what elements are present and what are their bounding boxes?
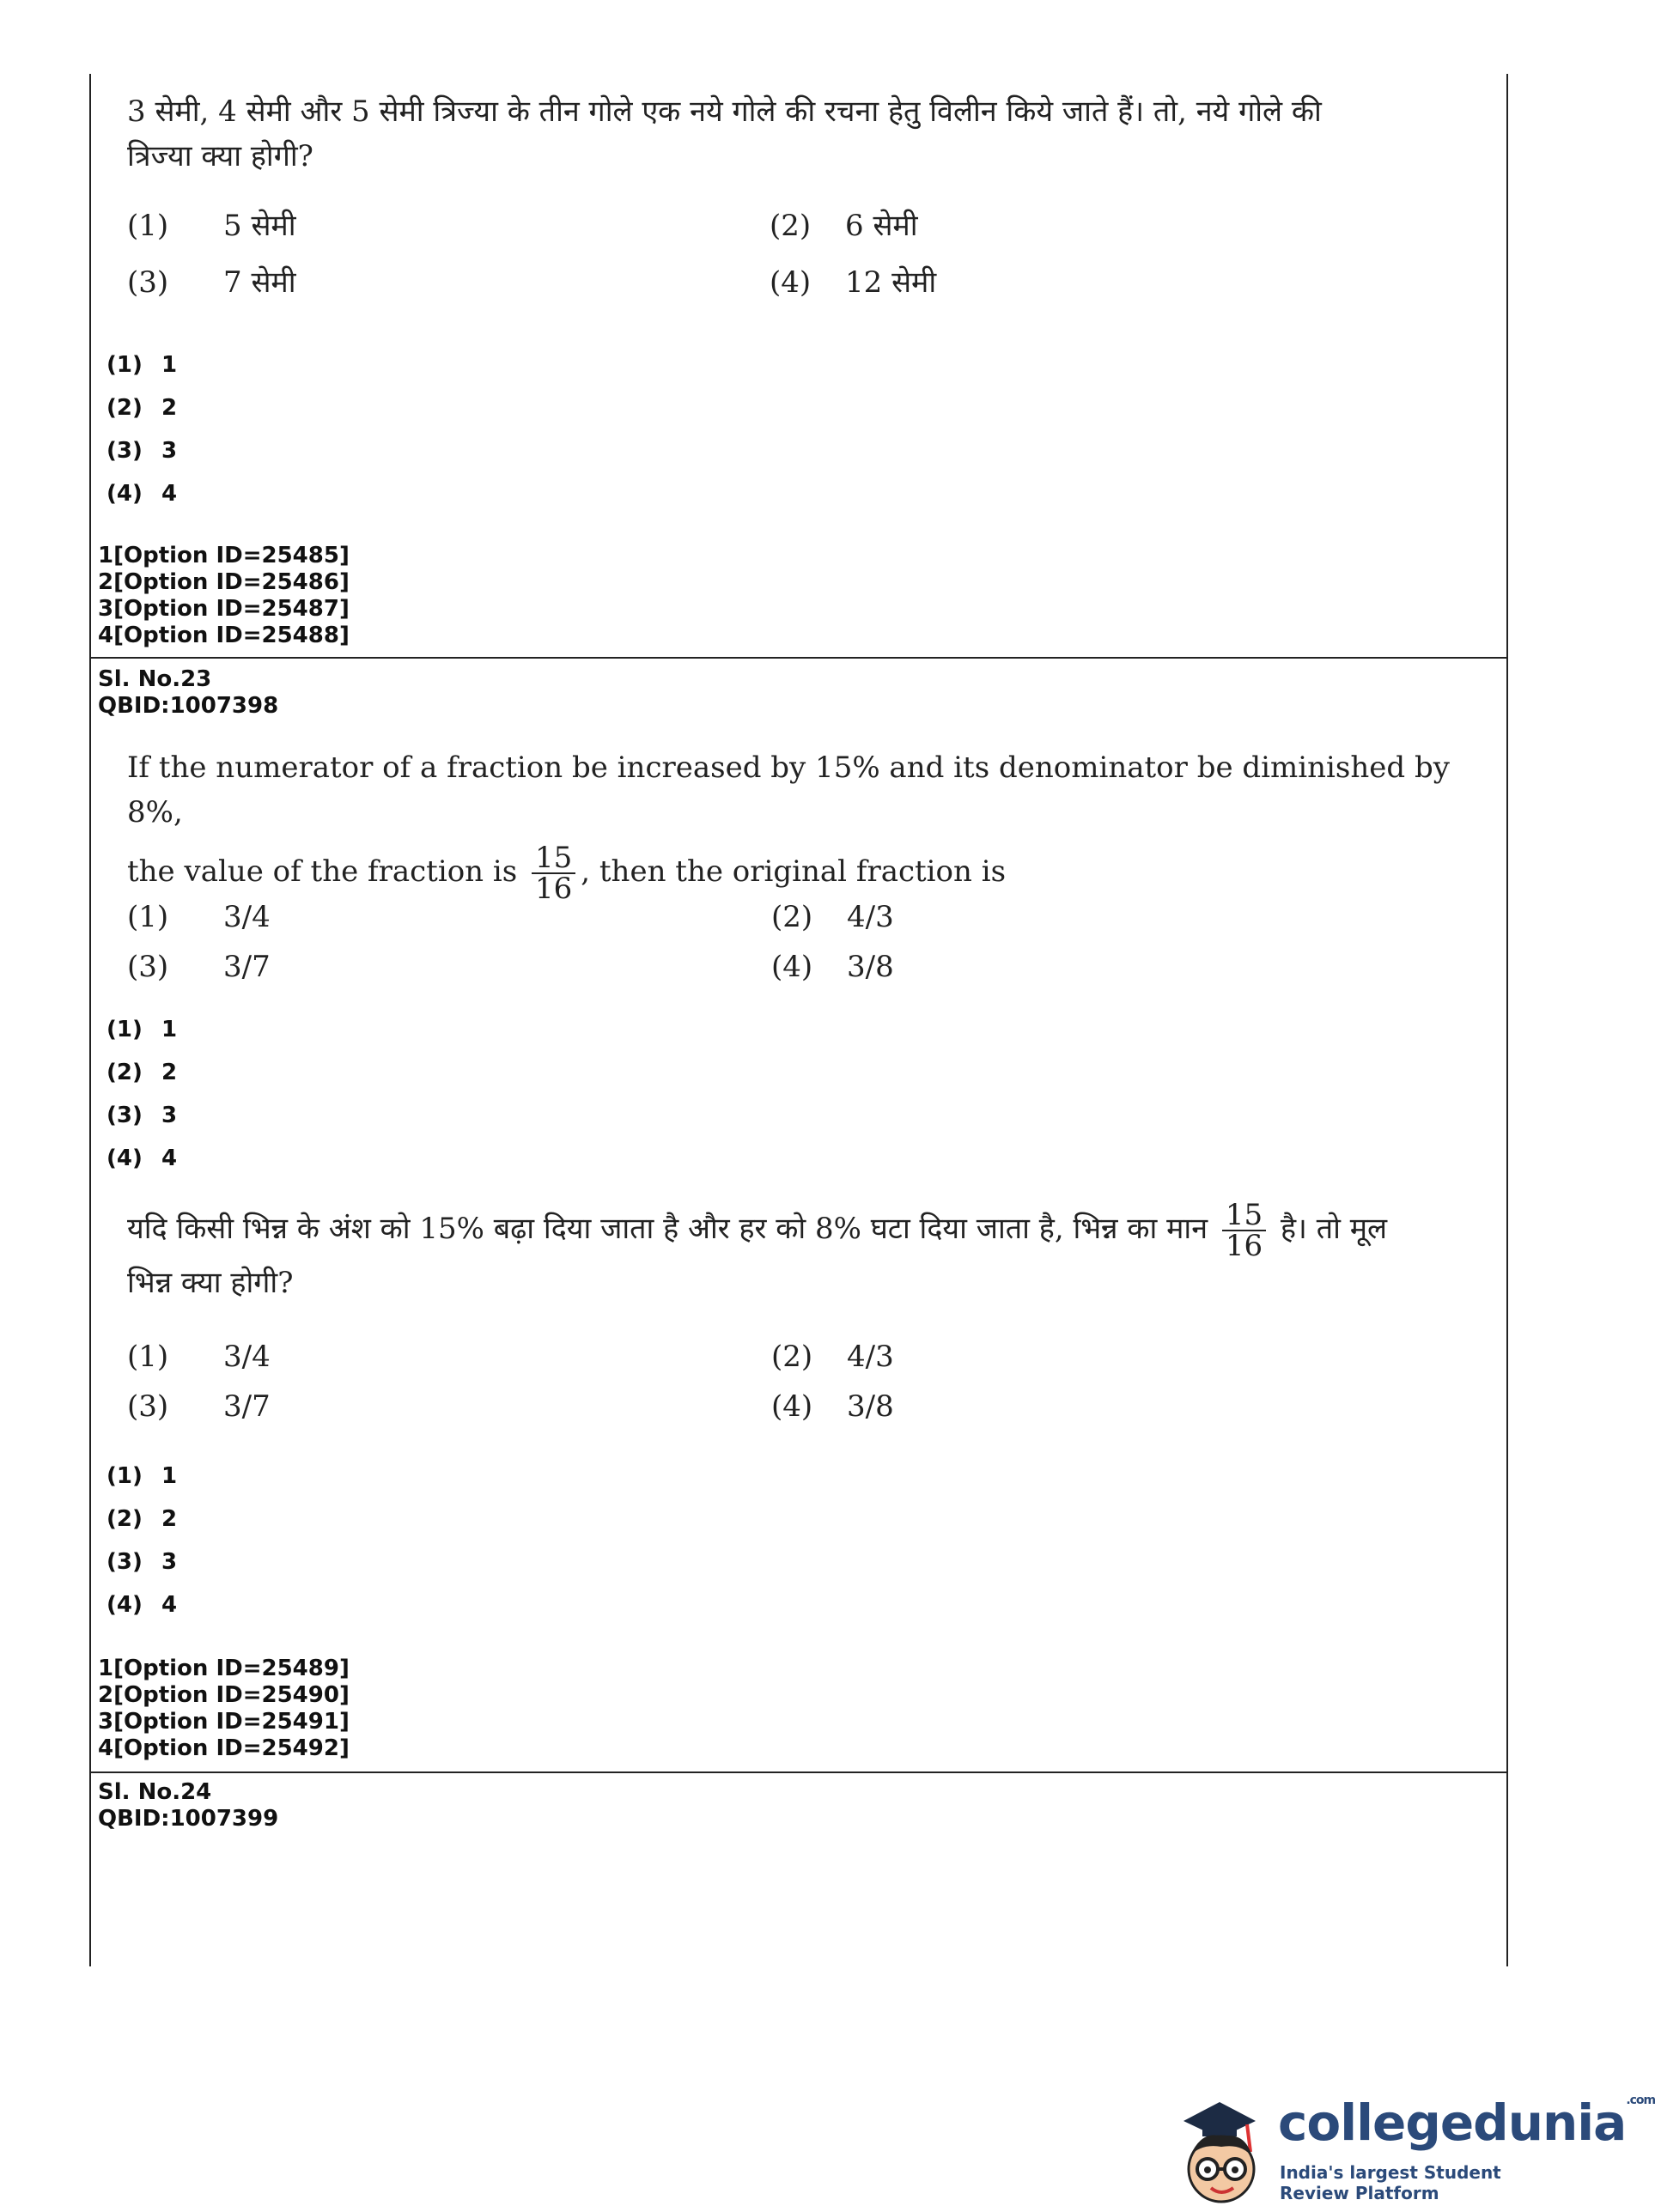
divider [89, 657, 1508, 659]
answer-choice: (4) 4 [106, 481, 178, 507]
option-1: (1) 3/4 [127, 900, 271, 934]
answer-choice: (4) 4 [106, 1592, 178, 1618]
option-id-list: 1[Option ID=25485] 2[Option ID=25486] 3[Option ID=25487] 4[Option ID=25488] [98, 543, 350, 648]
fraction: $\frac{15}{16}$ [532, 843, 575, 903]
answer-choice: (2) 2 [106, 1060, 178, 1085]
question-text-english: If the numerator of a fraction be increased by 15% and its denominator be diminished by 8%, the value of the fraction is $\frac{15}{16}$ , then the original fraction is [127, 750, 1450, 906]
answer-choice: (1) 1 [106, 1463, 178, 1489]
answer-choice: (2) 2 [106, 395, 178, 421]
option-4: (4) 3/8 [771, 950, 894, 984]
answer-choice: (4) 4 [106, 1146, 178, 1171]
option-4: (4) 3/8 [771, 1389, 894, 1424]
option-3: (3) 7 सेमी [127, 265, 296, 300]
question-text: 3 सेमी, 4 सेमी और 5 सेमी त्रिज्या के तीन गोले एक नये गोले की रचना हेतु विलीन किये जाते हैं। तो, नये गोले की त्रिज्या क्या होगी? [127, 94, 1322, 173]
divider [89, 1771, 1508, 1773]
qbid: QBID:1007399 [98, 1806, 279, 1832]
brand-tagline: India's largest Student Review Platform [1280, 2162, 1501, 2203]
collegedunia-logo [1168, 2087, 1655, 2207]
option-1: (1) 5 सेमी [127, 209, 296, 243]
option-2: (2) 4/3 [771, 1340, 894, 1374]
answer-choice: (1) 1 [106, 352, 178, 378]
option-1: (1) 3/4 [127, 1340, 271, 1374]
option-4: (4) 12 सेमी [770, 265, 937, 300]
option-id-list: 1[Option ID=25489] 2[Option ID=25490] 3[Option ID=25491] 4[Option ID=25492] [98, 1656, 350, 1761]
brand-name: collegedunia$^{.com}$ [1278, 2094, 1655, 2152]
answer-choice: (2) 2 [106, 1506, 178, 1532]
qbid: QBID:1007398 [98, 693, 279, 719]
question-header [98, 666, 278, 720]
mascot-icon [1168, 2087, 1280, 2207]
serial-number: Sl. No.23 [98, 666, 212, 692]
option-3: (3) 3/7 [127, 950, 271, 984]
answer-choice: (3) 3 [106, 1549, 178, 1575]
question-header [98, 1779, 278, 1832]
option-3: (3) 3/7 [127, 1389, 271, 1424]
question-text-hindi: यदि किसी भिन्न के अंश को 15% बढ़ा दिया जाता है और हर को 8% घटा दिया जाता है, भिन्न का मान $\frac{15}{16}$ है। तो मूल भिन्न क्या होगी? [127, 1198, 1388, 1300]
answer-choice: (1) 1 [106, 1017, 178, 1042]
fraction: $\frac{15}{16}$ [1222, 1200, 1266, 1261]
answer-choice: (3) 3 [106, 1103, 178, 1128]
answer-choice: (3) 3 [106, 438, 178, 464]
option-2: (2) 4/3 [771, 900, 894, 934]
serial-number: Sl. No.24 [98, 1779, 212, 1805]
option-2: (2) 6 सेमी [770, 209, 918, 243]
